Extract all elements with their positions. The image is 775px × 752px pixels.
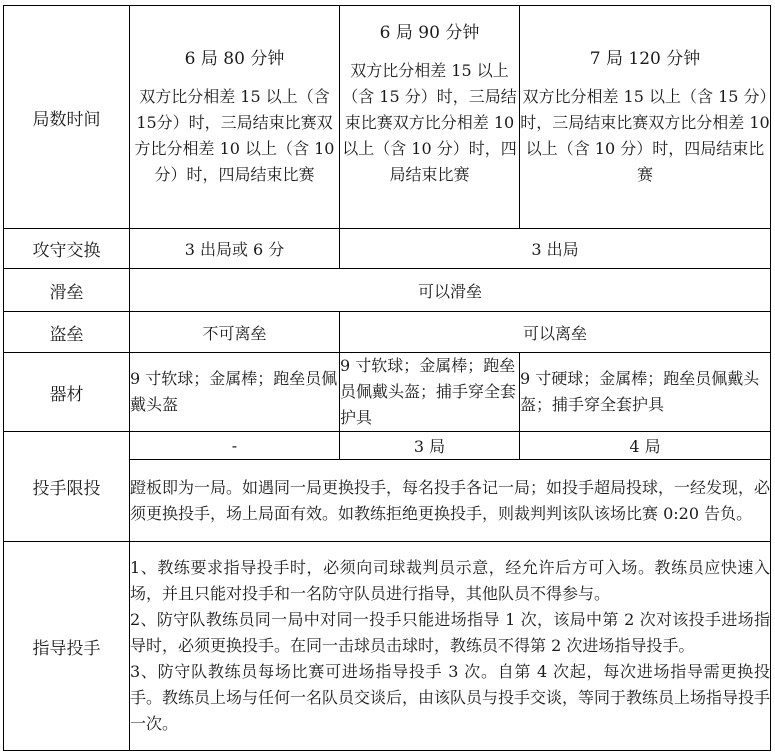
title-120min: 7 局 120 分钟: [589, 49, 701, 69]
rules-table: [3, 5, 771, 751]
cell-120min: [520, 6, 771, 229]
title-80min: 6 局 80 分钟: [184, 49, 285, 69]
header-coaching: 指导投手: [4, 542, 130, 751]
cell-switch-other: 3 出局: [340, 229, 771, 269]
row-pitcher-limit: [4, 432, 771, 460]
header-steal: 盗垒: [4, 312, 130, 353]
row-time: [4, 6, 771, 229]
header-equipment: 器材: [4, 353, 130, 432]
cell-90min: [340, 6, 520, 229]
text-80min: 双方比分相差 15 以上（含 15分）时，三局结束比赛双方比分相差 10 以上（含 10分）时，四局结束比赛: [134, 87, 335, 184]
header-time: 局数时间: [4, 6, 130, 229]
cell-equipment-80: 9 寸软球；金属棒；跑垒员佩戴头盔: [130, 353, 340, 432]
cell-limit-120: 4 局: [520, 432, 771, 460]
text-120min: 双方比分相差 15 以上（含 15 分）时，三局结束比赛双方比分相差 10 以上（含 10 分）时，四局结束比赛: [520, 87, 770, 184]
cell-equipment-90: 9 寸软球；金属棒；跑垒员佩戴头盔；捕手穿全套护具: [340, 353, 520, 432]
cell-equipment-120: 9 寸硬球；金属棒；跑垒员佩戴头盔；捕手穿全套护具: [520, 353, 771, 432]
coaching-rule-1: 1、教练要求指导投手时，必须向司球裁判员示意，经允许后方可入场。教练员应快速入场，并且只能对投手和一名防守队员进行指导，其他队员不得参与。: [130, 558, 770, 603]
coaching-rule-2: 2、防守队教练员同一局中对同一投手只能进场指导 1 次，该局中第 2 次对该投手进场指导时，必须更换投手。在同一击球员击球时，教练员不得第 2 次进场指导投手。: [130, 610, 770, 655]
cell-steal-other: 可以离垒: [340, 312, 771, 353]
cell-coaching: [130, 542, 771, 751]
text-90min: 双方比分相差 15 以上（含 15 分）时，三局结束比赛双方比分相差 10 以上（含 10 分）时，四局结束比赛: [342, 61, 517, 184]
row-steal: [4, 312, 771, 353]
cell-limit-note: 蹬板即为一局。如遇同一局更换投手，每名投手各记一局；如投手超局投球，一经发现，必须更换投手，场上局面有效。如教练拒绝更换投手，则裁判判该队该场比赛 0:20 告负。: [130, 460, 771, 542]
cell-slide: 可以滑垒: [130, 269, 771, 312]
header-slide: 滑垒: [4, 269, 130, 312]
header-switch: 攻守交换: [4, 229, 130, 269]
coaching-rule-3: 3、防守队教练员每场比赛可进场指导投手 3 次。自第 4 次起，每次进场指导需更换投手。教练员上场与任何一名队员交谈后，由该队员与投手交谈，等同于教练员上场指导投手一次。: [130, 662, 771, 733]
cell-steal-80: 不可离垒: [130, 312, 340, 353]
title-90min: 6 局 90 分钟: [379, 23, 480, 43]
header-pitcher-limit: 投手限投: [4, 432, 130, 542]
row-equipment: [4, 353, 771, 432]
cell-limit-90: 3 局: [340, 432, 520, 460]
cell-switch-80: 3 出局或 6 分: [130, 229, 340, 269]
row-switch: [4, 229, 771, 269]
row-slide: [4, 269, 771, 312]
cell-80min: [130, 6, 340, 229]
row-coaching: [4, 542, 771, 751]
cell-limit-80: -: [130, 432, 340, 460]
